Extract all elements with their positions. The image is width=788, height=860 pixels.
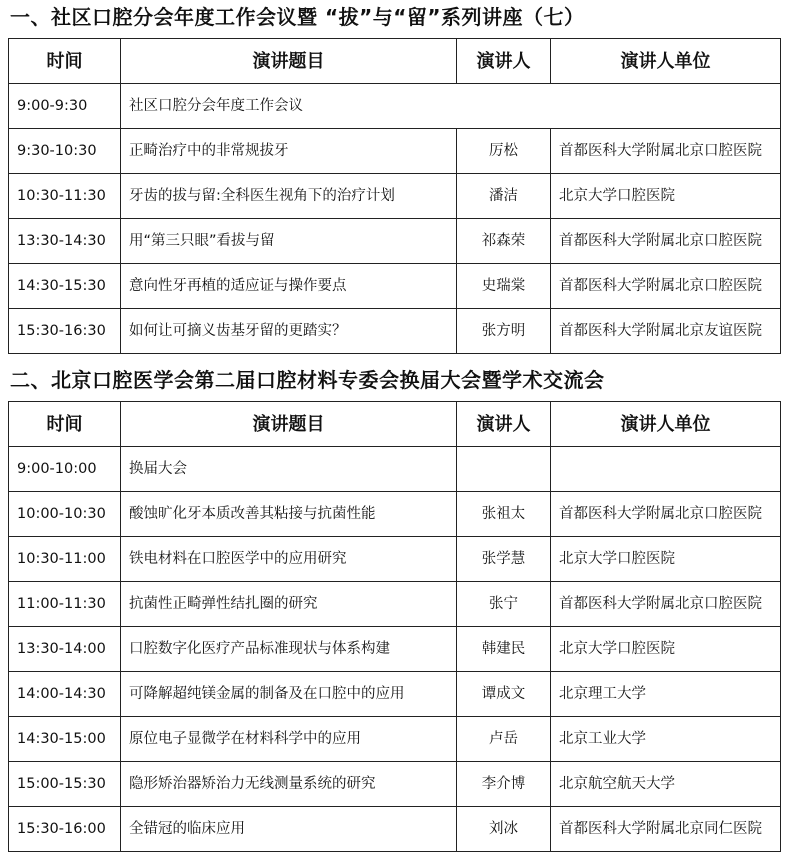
topic-cell: 口腔数字化医疗产品标准现状与体系构建 — [121, 627, 457, 672]
table-row — [9, 174, 781, 219]
table-row — [9, 219, 781, 264]
time-cell: 10:00-10:30 — [9, 492, 121, 537]
table-row — [9, 84, 781, 129]
table-row — [9, 717, 781, 762]
speaker-cell: 张方明 — [457, 309, 551, 354]
time-cell: 14:30-15:00 — [9, 717, 121, 762]
header-speaker: 演讲人 — [457, 39, 551, 84]
speaker-cell: 卢岳 — [457, 717, 551, 762]
time-cell: 15:30-16:00 — [9, 807, 121, 852]
topic-cell: 酸蚀旷化牙本质改善其粘接与抗菌性能 — [121, 492, 457, 537]
speaker-cell: 张祖太 — [457, 492, 551, 537]
time-cell: 13:30-14:00 — [9, 627, 121, 672]
org-cell: 首都医科大学附属北京口腔医院 — [551, 492, 781, 537]
speaker-cell: 张宁 — [457, 582, 551, 627]
header-topic: 演讲题目 — [121, 402, 457, 447]
org-cell: 首都医科大学附属北京同仁医院 — [551, 807, 781, 852]
topic-cell: 社区口腔分会年度工作会议 — [121, 84, 781, 129]
table-row — [9, 807, 781, 852]
time-cell: 9:00-9:30 — [9, 84, 121, 129]
speaker-cell: 潘洁 — [457, 174, 551, 219]
speaker-cell: 李介博 — [457, 762, 551, 807]
org-cell: 首都医科大学附属北京口腔医院 — [551, 264, 781, 309]
time-cell: 14:00-14:30 — [9, 672, 121, 717]
speaker-cell: 史瑞棠 — [457, 264, 551, 309]
org-cell: 北京航空航天大学 — [551, 762, 781, 807]
org-cell — [551, 447, 781, 492]
org-cell: 北京大学口腔医院 — [551, 627, 781, 672]
org-cell: 北京大学口腔医院 — [551, 537, 781, 582]
topic-cell: 抗菌性正畸弹性结扎圈的研究 — [121, 582, 457, 627]
speaker-cell: 张学慧 — [457, 537, 551, 582]
topic-cell: 隐形矫治器矫治力无线测量系统的研究 — [121, 762, 457, 807]
table-row — [9, 129, 781, 174]
section-2-title: 二、北京口腔医学会第二届口腔材料专委会换届大会暨学术交流会 — [10, 368, 605, 392]
speaker-cell: 刘冰 — [457, 807, 551, 852]
table-row — [9, 309, 781, 354]
table-row — [9, 672, 781, 717]
time-cell: 14:30-15:30 — [9, 264, 121, 309]
time-cell: 11:00-11:30 — [9, 582, 121, 627]
time-cell: 9:00-10:00 — [9, 447, 121, 492]
header-time: 时间 — [9, 39, 121, 84]
header-org: 演讲人单位 — [551, 39, 781, 84]
topic-cell: 全错冠的临床应用 — [121, 807, 457, 852]
table-header-row — [9, 39, 781, 84]
header-time: 时间 — [9, 402, 121, 447]
speaker-cell: 谭成文 — [457, 672, 551, 717]
time-cell: 9:30-10:30 — [9, 129, 121, 174]
table-row — [9, 492, 781, 537]
time-cell: 10:30-11:00 — [9, 537, 121, 582]
topic-cell: 原位电子显微学在材料科学中的应用 — [121, 717, 457, 762]
topic-cell: 用“第三只眼”看拔与留 — [121, 219, 457, 264]
table-row — [9, 582, 781, 627]
topic-cell: 换届大会 — [121, 447, 457, 492]
org-cell: 首都医科大学附属北京口腔医院 — [551, 129, 781, 174]
table-row — [9, 537, 781, 582]
org-cell: 北京大学口腔医院 — [551, 174, 781, 219]
speaker-cell: 韩建民 — [457, 627, 551, 672]
header-topic: 演讲题目 — [121, 39, 457, 84]
org-cell: 首都医科大学附属北京口腔医院 — [551, 219, 781, 264]
topic-cell: 可降解超纯镁金属的制备及在口腔中的应用 — [121, 672, 457, 717]
org-cell: 首都医科大学附属北京友谊医院 — [551, 309, 781, 354]
time-cell: 10:30-11:30 — [9, 174, 121, 219]
topic-cell: 如何让可摘义齿基牙留的更踏实？ — [121, 309, 457, 354]
speaker-cell: 祁森荣 — [457, 219, 551, 264]
speaker-cell — [457, 447, 551, 492]
table-header-row — [9, 402, 781, 447]
time-cell: 13:30-14:30 — [9, 219, 121, 264]
schedule-table-2 — [8, 401, 781, 852]
org-cell: 北京工业大学 — [551, 717, 781, 762]
table-row — [9, 447, 781, 492]
time-cell: 15:00-15:30 — [9, 762, 121, 807]
header-speaker: 演讲人 — [457, 402, 551, 447]
header-org: 演讲人单位 — [551, 402, 781, 447]
speaker-cell: 厉松 — [457, 129, 551, 174]
table-row — [9, 264, 781, 309]
table-row — [9, 762, 781, 807]
table-row — [9, 627, 781, 672]
topic-cell: 正畸治疗中的非常规拔牙 — [121, 129, 457, 174]
topic-cell: 铁电材料在口腔医学中的应用研究 — [121, 537, 457, 582]
topic-cell: 牙齿的拔与留:全科医生视角下的治疗计划 — [121, 174, 457, 219]
org-cell: 首都医科大学附属北京口腔医院 — [551, 582, 781, 627]
section-1-title: 一、社区口腔分会年度工作会议暨 “拔”与“留”系列讲座（七） — [10, 5, 585, 29]
schedule-table-1 — [8, 38, 781, 354]
topic-cell: 意向性牙再植的适应证与操作要点 — [121, 264, 457, 309]
org-cell: 北京理工大学 — [551, 672, 781, 717]
time-cell: 15:30-16:30 — [9, 309, 121, 354]
